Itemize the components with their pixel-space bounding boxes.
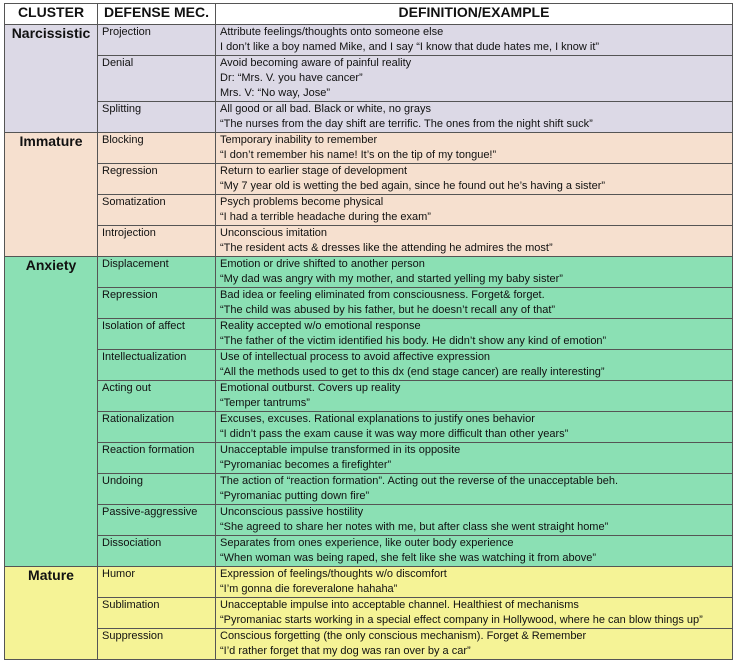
definition-text: Psych problems become physical xyxy=(220,196,384,208)
example-text: “The father of the victim identified his body. He didn’t show any kind of emotion” xyxy=(220,335,607,347)
table-row xyxy=(5,195,733,226)
definition-cell xyxy=(216,25,733,56)
example-text: I don’t like a boy named Mike, and I say “I know that dude hates me, I know it” xyxy=(220,41,600,53)
example-text: “I’m gonna die foreveralone hahaha” xyxy=(220,583,398,595)
definition-cell xyxy=(216,598,733,629)
definition-cell xyxy=(216,443,733,474)
definition-text: Separates from ones experience, like outer body experience xyxy=(220,537,514,549)
table-row xyxy=(5,381,733,412)
definition-cell xyxy=(216,226,733,257)
mechanism-cell: Blocking xyxy=(98,133,216,164)
mechanism-cell: Somatization xyxy=(98,195,216,226)
mechanism-cell: Passive-aggressive xyxy=(98,505,216,536)
mechanism-cell: Repression xyxy=(98,288,216,319)
definition-text: Attribute feelings/thoughts onto someone else xyxy=(220,26,444,38)
definition-cell xyxy=(216,56,733,102)
table-row xyxy=(5,319,733,350)
definition-text: Unconscious imitation xyxy=(220,227,327,239)
definition-text: Use of intellectual process to avoid affective expression xyxy=(220,351,491,363)
table-row xyxy=(5,164,733,195)
mechanism-cell: Sublimation xyxy=(98,598,216,629)
table-row xyxy=(5,567,733,598)
definition-cell xyxy=(216,133,733,164)
definition-text: Unacceptable impulse transformed in its opposite xyxy=(220,444,461,456)
definition-text: Excuses, excuses. Rational explanations to justify ones behavior xyxy=(220,413,535,425)
definition-text: Unconscious passive hostility xyxy=(220,506,364,518)
mechanism-cell: Isolation of affect xyxy=(98,319,216,350)
definition-text: Avoid becoming aware of painful reality xyxy=(220,57,412,69)
example-text: Dr: “Mrs. V. you have cancer” xyxy=(220,72,363,84)
definition-text: Unacceptable impulse into acceptable channel. Healthiest of mechanisms xyxy=(220,599,579,611)
example-text: “I didn’t pass the exam cause it was way more difficult than other years” xyxy=(220,428,569,440)
example-text: “The resident acts & dresses like the attending he admires the most” xyxy=(220,242,553,254)
defense-mechanisms-table xyxy=(4,3,733,660)
mechanism-cell: Acting out xyxy=(98,381,216,412)
definition-cell xyxy=(216,257,733,288)
mechanism-cell: Displacement xyxy=(98,257,216,288)
definition-text: Emotion or drive shifted to another person xyxy=(220,258,425,270)
cluster-cell: Narcissistic xyxy=(5,25,98,133)
table-row xyxy=(5,629,733,660)
cluster-cell: Mature xyxy=(5,567,98,660)
table-row xyxy=(5,505,733,536)
example-text: “Pyromaniac starts working in a special effect company in Hollywood, where he can blow things up” xyxy=(220,614,703,626)
definition-text: Reality accepted w/o emotional response xyxy=(220,320,421,332)
mechanism-cell: Denial xyxy=(98,56,216,102)
definition-cell xyxy=(216,536,733,567)
definition-text: The action of “reaction formation”. Acting out the reverse of the unacceptable beh. xyxy=(220,475,619,487)
definition-text: Expression of feelings/thoughts w/o discomfort xyxy=(220,568,447,580)
mechanism-cell: Suppression xyxy=(98,629,216,660)
mechanism-cell: Introjection xyxy=(98,226,216,257)
example-text: “My dad was angry with my mother, and started yelling my baby sister” xyxy=(220,273,563,285)
table-row xyxy=(5,288,733,319)
table-row xyxy=(5,598,733,629)
definition-cell xyxy=(216,412,733,443)
definition-cell xyxy=(216,288,733,319)
definition-text: Temporary inability to remember xyxy=(220,134,378,146)
definition-cell xyxy=(216,505,733,536)
table-row xyxy=(5,257,733,288)
mechanism-cell: Splitting xyxy=(98,102,216,133)
table-row xyxy=(5,412,733,443)
definition-cell xyxy=(216,381,733,412)
cluster-header: CLUSTER xyxy=(5,4,98,25)
mechanism-cell: Dissociation xyxy=(98,536,216,567)
example-text: Mrs. V: “No way, Jose” xyxy=(220,87,331,99)
example-text: “She agreed to share her notes with me, but after class she went straight home” xyxy=(220,521,609,533)
mechanism-cell: Projection xyxy=(98,25,216,56)
header-row xyxy=(5,4,733,25)
definition-text: Bad idea or feeling eliminated from consciousness. Forget& forget. xyxy=(220,289,545,301)
mechanism-cell: Intellectualization xyxy=(98,350,216,381)
table-row xyxy=(5,226,733,257)
definition-cell xyxy=(216,350,733,381)
cluster-cell: Immature xyxy=(5,133,98,257)
cluster-cell: Anxiety xyxy=(5,257,98,567)
definition-cell xyxy=(216,474,733,505)
table-row xyxy=(5,350,733,381)
table-row xyxy=(5,102,733,133)
example-text: “Pyromaniac becomes a firefighter” xyxy=(220,459,392,471)
definition-text: All good or all bad. Black or white, no grays xyxy=(220,103,431,115)
definition-header: DEFINITION/EXAMPLE xyxy=(216,4,733,25)
table-row xyxy=(5,25,733,56)
example-text: “I had a terrible headache during the exam” xyxy=(220,211,431,223)
table-row xyxy=(5,56,733,102)
definition-cell xyxy=(216,102,733,133)
example-text: “I don’t remember his name! It’s on the tip of my tongue!” xyxy=(220,149,497,161)
definition-cell xyxy=(216,319,733,350)
example-text: “When woman was being raped, she felt like she was watching it from above” xyxy=(220,552,597,564)
definition-cell xyxy=(216,164,733,195)
definition-cell xyxy=(216,629,733,660)
definition-text: Emotional outburst. Covers up reality xyxy=(220,382,401,394)
table-row xyxy=(5,474,733,505)
example-text: “All the methods used to get to this dx (end stage cancer) are really interesting” xyxy=(220,366,605,378)
example-text: “Temper tantrums” xyxy=(220,397,310,409)
example-text: “Pyromaniac putting down fire” xyxy=(220,490,370,502)
definition-text: Return to earlier stage of development xyxy=(220,165,408,177)
definition-text: Conscious forgetting (the only conscious mechanism). Forget & Remember xyxy=(220,630,587,642)
definition-cell xyxy=(216,567,733,598)
mechanism-cell: Reaction formation xyxy=(98,443,216,474)
example-text: “The nurses from the day shift are terrific. The ones from the night shift suck” xyxy=(220,118,593,130)
mechanism-cell: Rationalization xyxy=(98,412,216,443)
table-row xyxy=(5,133,733,164)
table-row xyxy=(5,536,733,567)
example-text: “My 7 year old is wetting the bed again, since he found out he’s having a sister” xyxy=(220,180,606,192)
example-text: “The child was abused by his father, but he doesn’t recall any of that” xyxy=(220,304,556,316)
mechanism-cell: Humor xyxy=(98,567,216,598)
mechanism-cell: Undoing xyxy=(98,474,216,505)
definition-cell xyxy=(216,195,733,226)
mechanism-header: DEFENSE MEC. xyxy=(98,4,216,25)
table-row xyxy=(5,443,733,474)
example-text: “I’d rather forget that my dog was ran over by a car” xyxy=(220,645,471,657)
table-body xyxy=(5,25,733,660)
mechanism-cell: Regression xyxy=(98,164,216,195)
